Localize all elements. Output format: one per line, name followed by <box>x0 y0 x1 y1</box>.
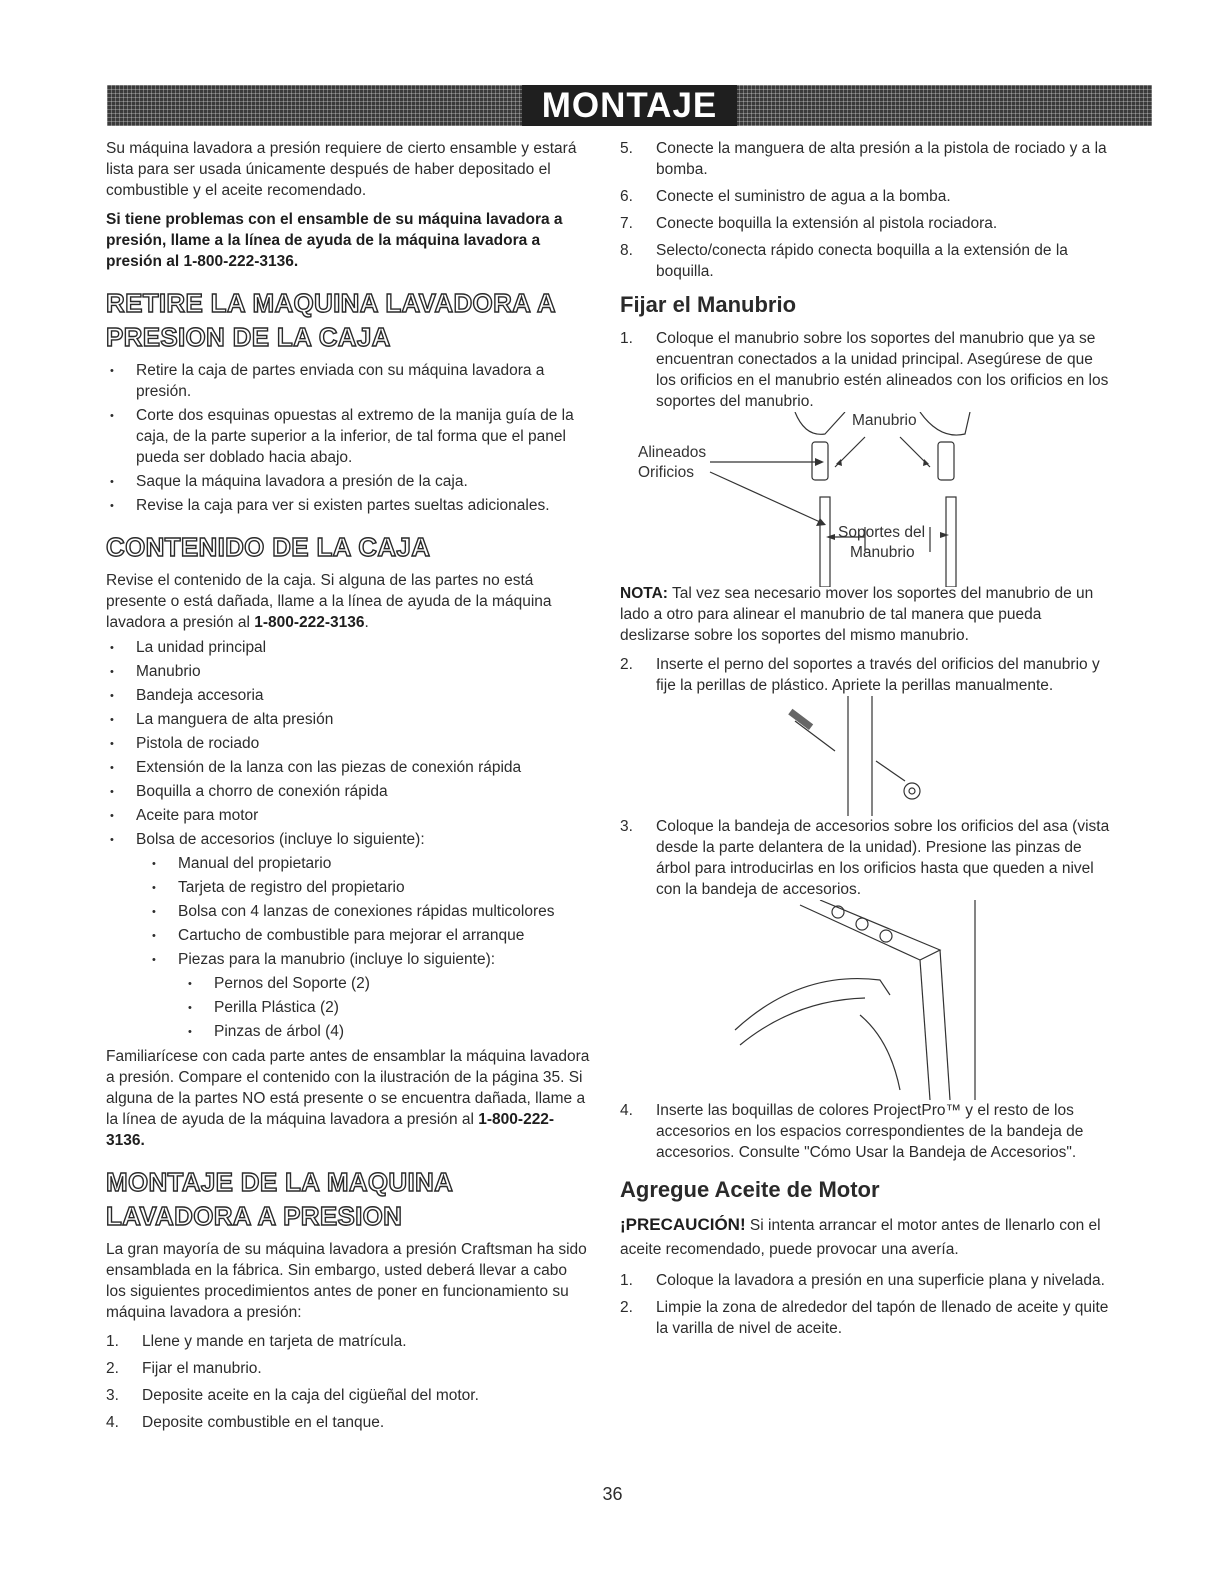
step-text: Deposite aceite en la caja del cigüeñal del motor. <box>142 1387 479 1404</box>
handle-alignment-figure <box>620 412 1110 587</box>
list-item: • La manguera de alta presión <box>106 709 591 730</box>
list-item: • Piezas para la manubrio (incluye lo siguiente): <box>106 949 591 970</box>
list-item: • La unidad principal <box>106 637 591 658</box>
left-column <box>106 138 591 1439</box>
note-paragraph <box>620 583 1110 646</box>
step-number: 3. <box>620 818 633 835</box>
contents-closing <box>106 1046 591 1151</box>
caution-text: Si intenta arrancar el motor antes de llenarlo con el aceite recomendado, puede provocar una avería. <box>620 1217 1101 1258</box>
step-number: 5. <box>620 140 633 157</box>
note-text: Tal vez sea necesario mover los soportes del manubrio de un lado a otro para alinear el manubrio de tal manera que pueda deslizarse sobre los soportes del mismo manubrio. <box>620 585 1094 644</box>
step-text: Limpie la zona de alrededor del tapón de llenado de aceite y quite la varilla de nivel de aceite. <box>656 1299 1109 1337</box>
step-text: Llene y mande en tarjeta de matrícula. <box>142 1333 407 1350</box>
bolt-knob-figure <box>620 696 1110 816</box>
note-label: NOTA: <box>620 585 668 602</box>
list-item <box>620 138 1110 180</box>
banner-title: MONTAJE <box>522 85 738 126</box>
intro-paragraph: Su máquina lavadora a presión requiere de cierto ensamble y estará lista para ser usada únicamente después de haber depositado el combustible y el aceite recomendado. <box>106 140 577 199</box>
handle-step-2 <box>620 654 1110 696</box>
list-item: • Pernos del Soporte (2) <box>106 973 591 994</box>
figure-label-brackets-2: Manubrio <box>850 544 915 561</box>
handle-parts-list <box>106 973 591 1042</box>
list-item: • Manual del propietario <box>106 853 591 874</box>
help-phone: 1-800-222-3136 <box>254 614 365 631</box>
step-number: 1. <box>106 1333 119 1350</box>
step-text: Fijar el manubrio. <box>142 1360 262 1377</box>
step-text: Conecte el suministro de agua a la bomba. <box>656 188 951 205</box>
contents-list <box>106 637 591 850</box>
accessory-bag-list <box>106 853 591 970</box>
list-item <box>620 186 1110 207</box>
caution-paragraph <box>620 1213 1110 1262</box>
accessory-tray-figure <box>620 900 1110 1100</box>
handle-step-4 <box>620 1100 1110 1163</box>
list-item: • Tarjeta de registro del propietario <box>106 877 591 898</box>
list-item <box>620 1270 1110 1291</box>
list-item: • Retire la caja de partes enviada con su máquina lavadora a presión. <box>106 360 591 402</box>
handle-step-1 <box>620 328 1110 412</box>
list-item <box>106 1385 591 1406</box>
list-item: • Extensión de la lanza con las piezas de conexión rápida <box>106 757 591 778</box>
list-item: • Bandeja accesoria <box>106 685 591 706</box>
contents-intro-text: Revise el contenido de la caja. Si alguna de las partes no está presente o está dañada, llame a la línea de ayuda de la máquina lavadora a presión al <box>106 572 552 631</box>
figure-label-holes: Orificios <box>638 464 694 481</box>
step-text: Conecte la manguera de alta presión a la pistola de rociado y a la bomba. <box>656 140 1107 178</box>
list-item: • Aceite para motor <box>106 805 591 826</box>
caution-label: ¡PRECAUCIÓN! <box>620 1215 746 1234</box>
list-item <box>620 213 1110 234</box>
list-item: • Saque la máquina lavadora a presión de la caja. <box>106 471 591 492</box>
step-text: Coloque la lavadora a presión en una superficie plana y nivelada. <box>656 1272 1105 1289</box>
step-number: 1. <box>620 330 633 347</box>
step-number: 4. <box>620 1102 633 1119</box>
list-item: • Bolsa con 4 lanzas de conexiones rápidas multicolores <box>106 901 591 922</box>
list-item <box>106 1358 591 1379</box>
step-number: 6. <box>620 188 633 205</box>
page-number: 36 <box>602 1484 623 1504</box>
oil-steps <box>620 1270 1110 1339</box>
list-item: • Manubrio <box>106 661 591 682</box>
list-item: • Pinzas de árbol (4) <box>106 1021 591 1042</box>
subsection-heading-handle: Fijar el Manubrio <box>620 292 797 317</box>
step-number: 2. <box>620 1299 633 1316</box>
list-item: • Boquilla a chorro de conexión rápida <box>106 781 591 802</box>
accessory-tray-illustration <box>620 900 1110 1100</box>
step-text: Coloque el manubrio sobre los soportes del manubrio que ya se encuentran conectados a la unidad principal. Asegúrese de que los orificios en el manubrio estén alineados con los orificios en los soportes del manubrio. <box>656 330 1109 410</box>
step-text: Coloque la bandeja de accesorios sobre los orificios del asa (vista desde la parte delantera de la unidad). Presione las pinzas de árbol para introducirlas en los orificios hasta que queden a nivel con la bandeja de accesorios. <box>656 818 1110 898</box>
list-item: • Perilla Plástica (2) <box>106 997 591 1018</box>
right-column <box>620 138 1110 1345</box>
step-number: 1. <box>620 1272 633 1289</box>
list-item: • Corte dos esquinas opuestas al extremo de la manija guía de la caja, de la parte superior a la inferior, de tal forma que el panel pueda ser doblado hacia abajo. <box>106 405 591 468</box>
step-text: Deposite combustible en el tanque. <box>142 1414 385 1431</box>
step-number: 2. <box>106 1360 119 1377</box>
list-item: • Bolsa de accesorios (incluye lo siguiente): <box>106 829 591 850</box>
section-banner <box>107 85 1152 126</box>
step-text: Inserte el perno del soportes a través del orificios del manubrio y fije la perillas de plástico. Apriete la perillas manualmente. <box>656 656 1100 694</box>
list-item <box>620 654 1110 696</box>
figure-label-brackets-1: Soportes del <box>838 524 926 541</box>
bolt-knob-illustration <box>620 696 1110 816</box>
section-heading-contents: CONTENIDO DE LA CAJA <box>106 532 431 562</box>
help-phone: 1-800-222-3136. <box>106 1111 555 1149</box>
list-item <box>106 1331 591 1352</box>
step-number: 4. <box>106 1414 119 1431</box>
section-heading-remove: RETIRE LA MAQUINA LAVADORA A PRESION DE LA CAJA <box>106 288 555 352</box>
contents-intro: Revise el contenido de la caja. Si alguna de las partes no está presente o está dañada, llame a la línea de ayuda de la máquina lavadora a presión al 1-800-222-3136. <box>106 572 552 631</box>
step-number: 7. <box>620 215 633 232</box>
figure-label-handle: Manubrio <box>852 412 917 429</box>
connection-steps <box>620 138 1110 282</box>
list-item <box>620 240 1110 282</box>
list-item: • Revise la caja para ver si existen partes sueltas adicionales. <box>106 495 591 516</box>
step-number: 2. <box>620 656 633 673</box>
step-number: 3. <box>106 1387 119 1404</box>
remove-steps-list <box>106 360 591 516</box>
step-text: Inserte las boquillas de colores ProjectPro™ y el resto de los accesorios en los espacios correspondientes de la bandeja de accesorios. Consulte "Cómo Usar la Bandeja de Accesorios". <box>656 1102 1084 1161</box>
figure-label-aligned: Alineados <box>638 444 707 461</box>
contents-closing-text: Familiarícese con cada parte antes de ensamblar la máquina lavadora a presión. Compare el contenido con la ilustración de la página 35. Si alguna de la partes NO está presente o se encuentra dañada, llame a la línea de ayuda de la máquina lavadora a presión al <box>106 1048 590 1128</box>
step-text: Conecte boquilla la extensión al pistola rociadora. <box>656 215 998 232</box>
section-heading-assembly: MONTAJE DE LA MAQUINA LAVADORA A PRESION <box>106 1167 453 1231</box>
list-item <box>106 1412 591 1433</box>
assembly-steps <box>106 1331 591 1433</box>
list-item <box>620 328 1110 412</box>
list-item <box>620 1100 1110 1163</box>
help-line-note: Si tiene problemas con el ensamble de su máquina lavadora a presión, llame a la línea de ayuda de la máquina lavadora a presión al 1-800-222-3136. <box>106 211 563 270</box>
assembly-intro: La gran mayoría de su máquina lavadora a presión Craftsman ha sido ensamblada en la fábrica. Sin embargo, usted deberá llevar a cabo los siguientes procedimientos antes de poner en funcionamiento su máquina lavadora a presión: <box>106 1241 587 1321</box>
handle-step-3 <box>620 816 1110 900</box>
step-text: Selecto/conecta rápido conecta boquilla a la extensión de la boquilla. <box>656 242 1068 280</box>
list-item: • Cartucho de combustible para mejorar el arranque <box>106 925 591 946</box>
list-item <box>620 1297 1110 1339</box>
list-item: • Pistola de rociado <box>106 733 591 754</box>
step-number: 8. <box>620 242 633 259</box>
list-item <box>620 816 1110 900</box>
subsection-heading-oil: Agregue Aceite de Motor <box>620 1177 880 1202</box>
